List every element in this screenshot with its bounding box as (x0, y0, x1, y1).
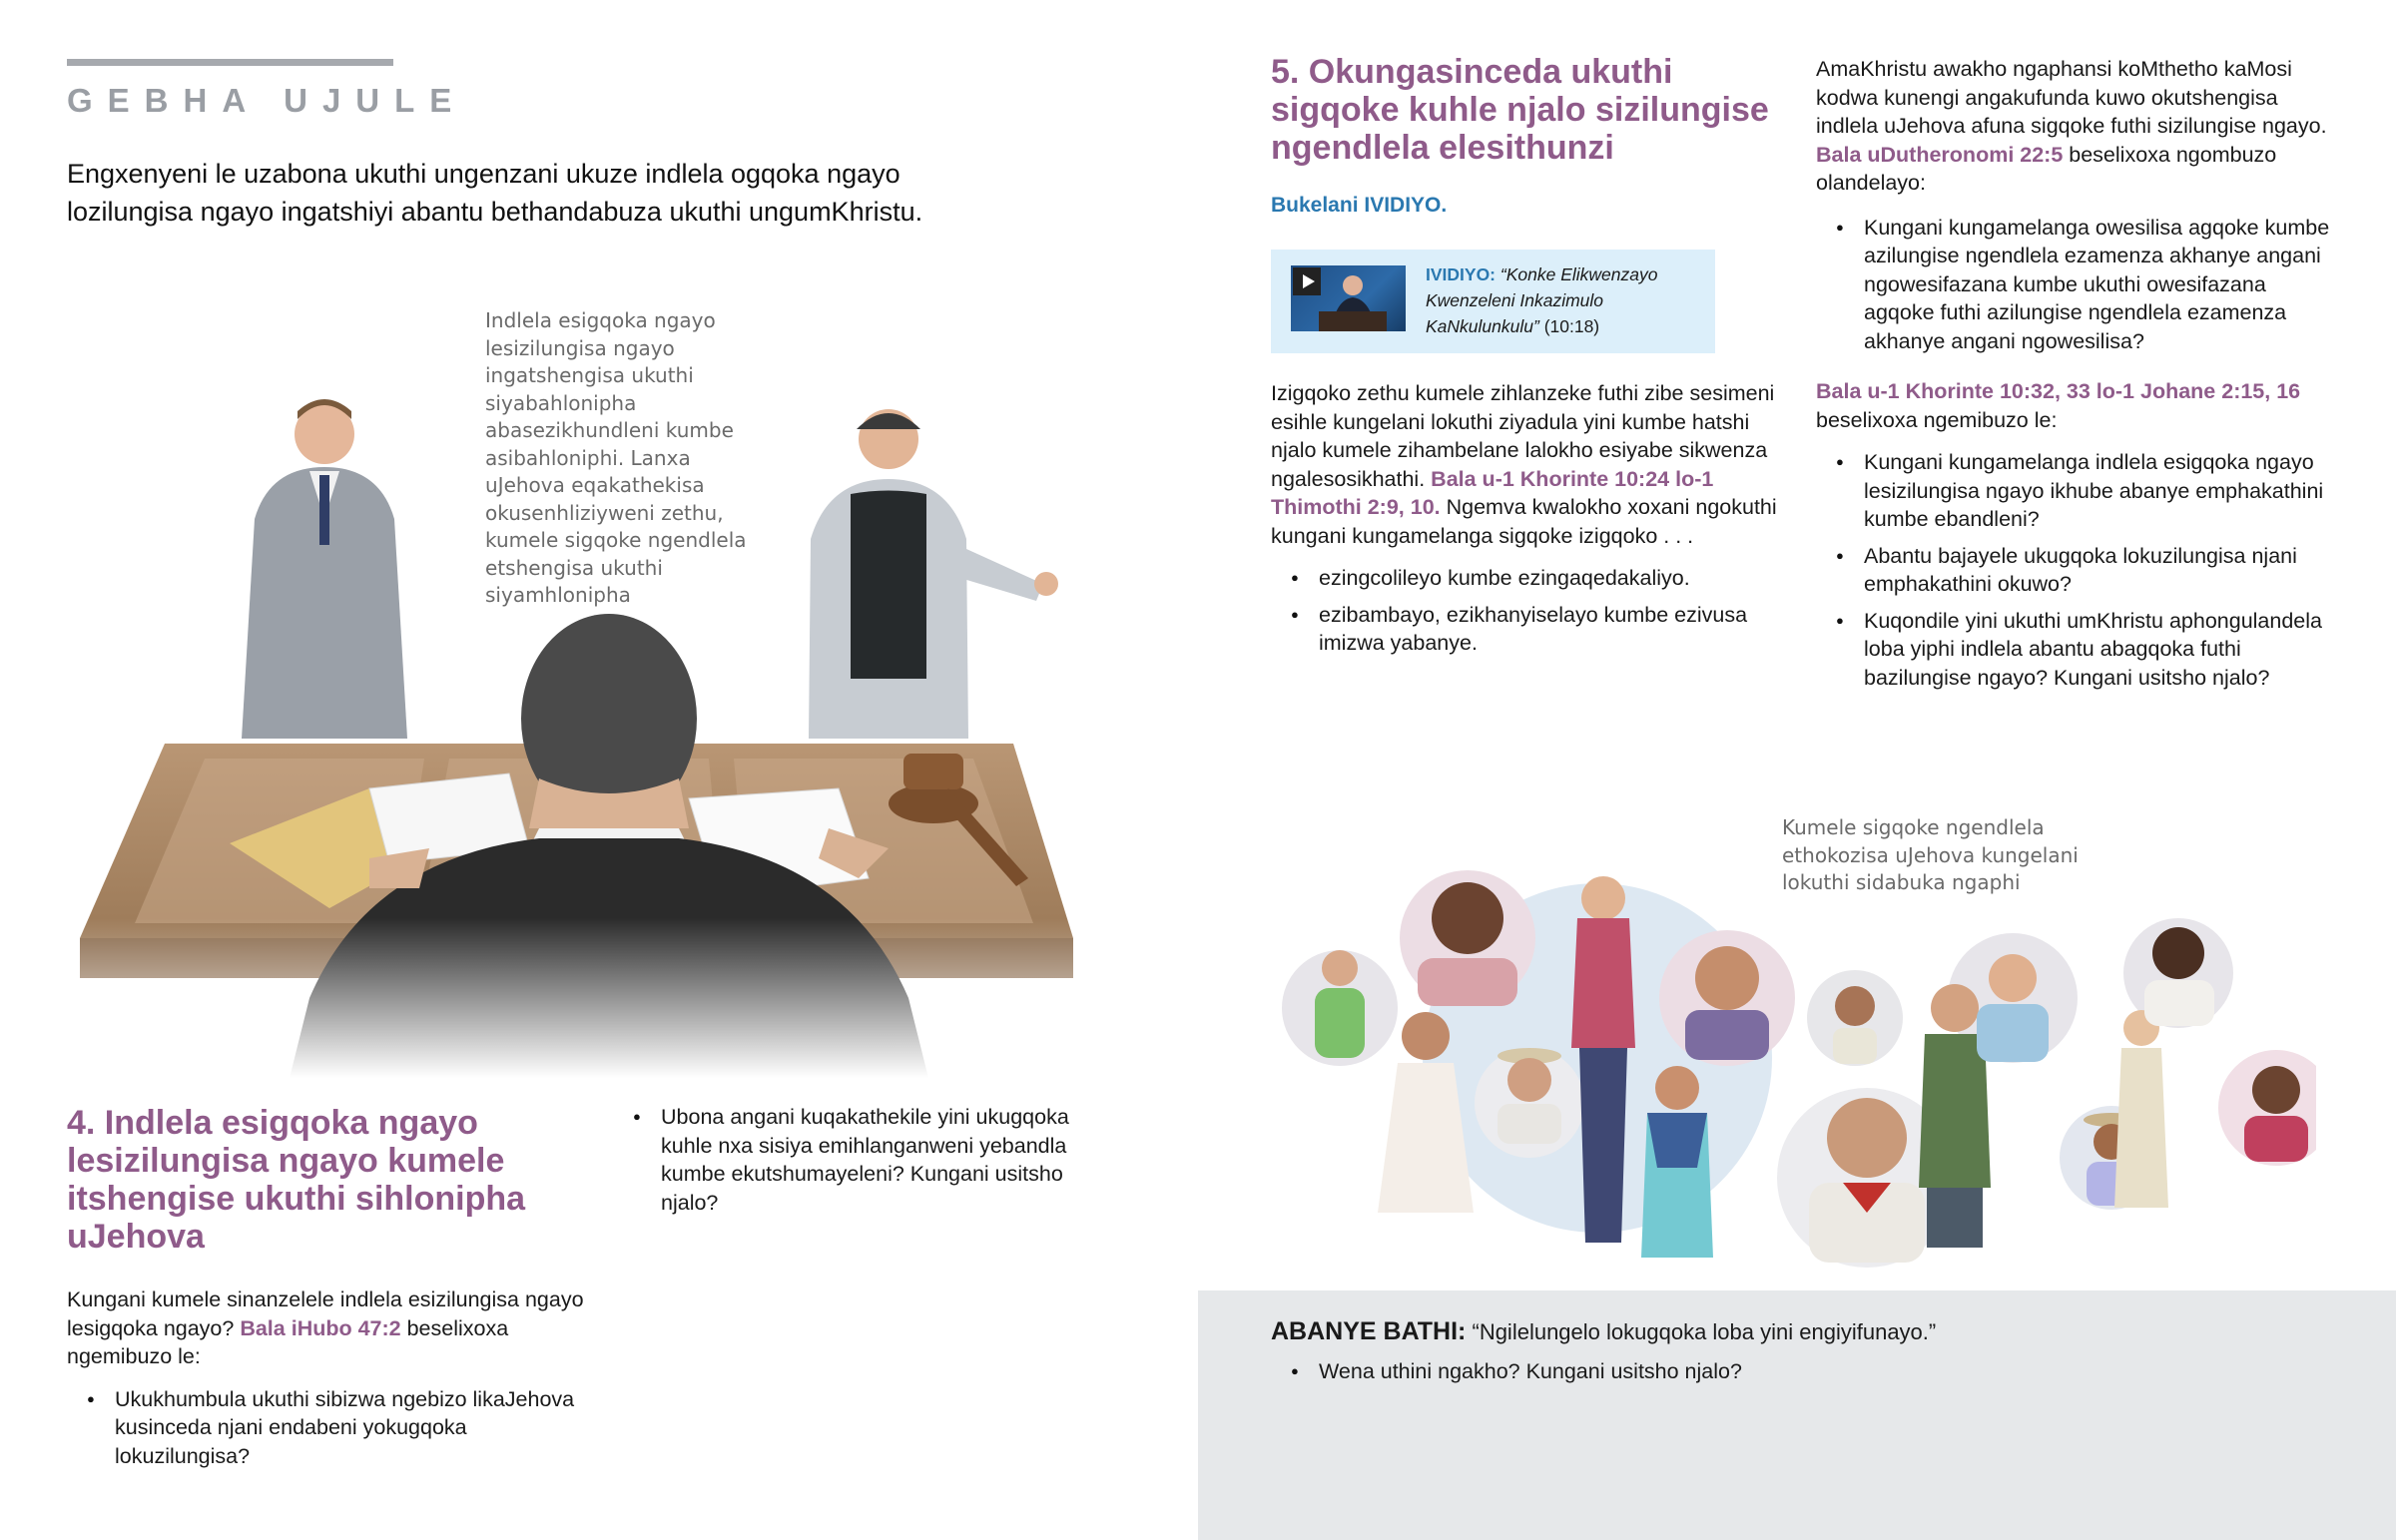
others-say-quote: “Ngilelungelo lokugqoka loba yini engiyifunayo.” (1466, 1319, 1937, 1344)
question-item: ● Ubona angani kuqakathekile yini ukugqoka kuhle nxa sisiya emihlanganweni yebandla kumbe ekutshumayeleni? Kungani usitsho njalo? (613, 1103, 1112, 1217)
section-5-list (1271, 564, 1780, 658)
question-item: ● Abantu bajayele ukugqoka lokuzilungisa njani emphakathini okuwo? (1816, 542, 2335, 599)
woman-beige-dress (2114, 1010, 2168, 1208)
others-say-questions (1271, 1357, 2329, 1386)
right-column: AmaKhristu awakho ngaphansi koMthetho kaMosi kodwa kunengi angakufunda kuwo okutshengisa indlela uJehova afuna sigqoke futhi sizilungise ngayo. Bala uDutheronomi 22:5 beselixoxa ngombuzo olandelayo: ● Kungani kungamelanga owesilisa agqoke kumbe azilungise ngendlela ezamenza akhanye angani ngowesifazana kumbe ukuthi owesifazana agqoke futhi azilungise ngendlela ezamenza akhanye angani ngowesilisa? Bala u-1 Khorinte 10:32, 33 lo-1 Johane 2:15, 16 beselixoxa ngemibuzo le: ● Kungani kungamelanga indlela esigqoka ngayo lesizilungisa ngayo ikhube abanye emphakathini kumbe ebandleni? ● Abantu bajayele ukugqoka lokuzilungisa njani emphakathini okuwo? ● Kuqondile yini ukuthi umKhristu aphongulandela loba yiphi indlela abantu abagqoka futhi bazilungise ngayo? Kungani usitsho njalo? (1816, 55, 2335, 700)
list-item: ● ezibambayo, ezikhanyiselayo kumbe ezivusa imizwa yabanye. (1271, 601, 1780, 658)
question-item: ● Kuqondile yini ukuthi umKhristu aphongulandela loba yiphi indlela abantu abagqoka futhi bazilungise ngayo? Kungani usitsho njalo? (1816, 607, 2335, 693)
right-questions-2 (1816, 448, 2335, 692)
section-4-title: 4. Indlela esigqoka ngayo lesizilungisa ngayo kumele itshengise ukuthi sihlonipha uJehova (67, 1104, 526, 1256)
question-item: ● Kungani kungamelanga owesilisa agqoke kumbe azilungise ngendlela ezamenza akhanye angani ngowesifazana kumbe ukuthi owesifazana agqoke futhi azilungise ngendlela ezamenza akhanye angani ngowesilisa? (1816, 214, 2335, 356)
section-kicker: GEBHA UJULE (67, 82, 467, 119)
question-item: ● Kungani kungamelanga indlela esigqoka ngayo lesizilungisa ngayo ikhube abanye emphakathini kumbe ebandleni? (1816, 448, 2335, 534)
scripture-ref-psalm[interactable]: Bala iHubo 47:2 (240, 1315, 401, 1340)
section-4-body: Kungani kumele sinanzelele indlela esizilungisa ngayo lesigqoka ngayo? Bala iHubo 47:2 beselixoxa ngemibuzo le: (67, 1287, 584, 1368)
list-item: ● ezingcolileyo kumbe ezingaqedakaliyo. (1271, 564, 1780, 593)
section-5 (1271, 53, 1770, 167)
watch-video-link[interactable]: Bukelani IVIDIYO. (1271, 194, 1448, 217)
scripture-ref-corinthians-john[interactable]: Bala u-1 Khorinte 10:32, 33 lo-1 Johane 2:15, 16 (1816, 379, 2301, 403)
boy-green-shirt (1315, 950, 1365, 1058)
question-item: ● Wena uthini ngakho? Kungani usitsho njalo? (1271, 1357, 2329, 1386)
others-say-label: ABANYE BATHI: (1271, 1317, 1467, 1345)
section-4-col2 (613, 1103, 1112, 1225)
question-item: ● Ukukhumbula ukuthi sibizwa ngebizo likaJehova kusinceda njani endabeni yokugqoka lokuzilungisa? (67, 1385, 586, 1471)
intro-text: Engxenyeni le uzabona ukuthi ungenzani ukuze indlela ogqoka ngayo lozilungisa ngayo ingatshiyi abantu bethandabuza ukuthi ungumKhristu. (67, 159, 923, 227)
section-5-body: Izigqoko zethu kumele zihlanzeke futhi zibe sesimeni esihle kungelani lokuthi ziyadula yini kumbe hatshi njalo kumele zihambelane lalokho esiyabe sikwenza ngalesosikhathi. Bala u-1 Khorinte 10:24 lo-1 Thimothi 2:9, 10. Ngemva kwalokho xoxani ngokuthi kungani kungamelanga sigqoke izigqoko . . . ● ezingcolileyo kumbe ezingaqedakaliyo. ● ezibambayo, ezikhanyiselayo kumbe ezivusa imizwa yabanye. (1271, 379, 1780, 666)
video-thumbnail[interactable] (1291, 265, 1406, 331)
scripture-ref-deuteronomy[interactable]: Bala uDutheronomi 22:5 (1816, 142, 2064, 167)
courtroom-caption: Indlela esigqoka ngayo lesizilungisa ngayo ingatshengisa ukuthi siyabahlonipha abasezikhundleni kumbe asibahloniphi. Lanxa uJehova eqakathekisa okusenhliziyweni zethu, kumele sigqoke ngendlela etshengisa ukuthi siyamhlonipha (485, 308, 747, 607)
kicker-rule (67, 59, 393, 66)
section-4-questions (67, 1385, 586, 1471)
others-say (1271, 1317, 2329, 1393)
scripture-ref-corinthians[interactable]: Bala u-1 Khorinte 10:24 lo-1 Thimothi 2:9, 10. (1271, 466, 1714, 519)
people-illustration (1278, 858, 2316, 1297)
video-card[interactable] (1271, 250, 1715, 353)
section-5-title: 5. Okungasinceda ukuthi sigqoke kuhle njalo sizilungise ngendlela elesithunzi (1271, 53, 1769, 167)
man-in-suit (242, 399, 407, 739)
section-4 (67, 1104, 586, 1478)
people-caption: Kumele sigqoke ngendlela ethokozisa uJehova kungelani lokuthi sidabuka ngaphi (1782, 815, 2079, 894)
play-icon[interactable] (1293, 267, 1321, 295)
young-man-with-cap (809, 409, 1058, 739)
right-questions-1 (1816, 214, 2335, 356)
video-title: IVIDIYO: “Konke Elikwenzayo Kwenzeleni Inkazimulo KaNkulunkulu” (10:18) (1426, 264, 1658, 336)
section-4-questions-cont (613, 1103, 1112, 1217)
